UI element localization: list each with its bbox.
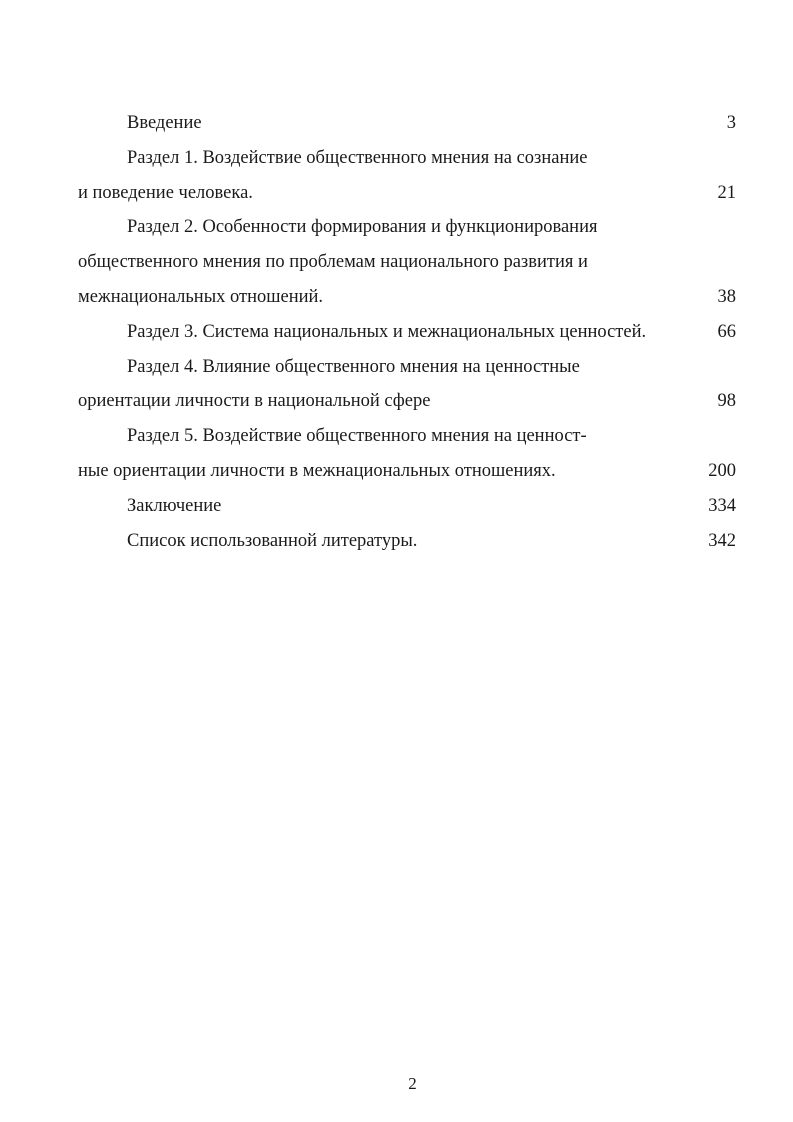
toc-entry-page: 98 bbox=[717, 391, 736, 412]
toc-entry-page: 21 bbox=[717, 182, 736, 203]
toc-line bbox=[0, 282, 793, 317]
toc-entry-title-continued: межнациональных отношений. bbox=[78, 286, 324, 307]
toc-entry-page: 334 bbox=[708, 495, 736, 516]
toc-entry-title: Заключение bbox=[127, 495, 222, 516]
toc-entry-section-4 bbox=[0, 352, 793, 422]
toc-line bbox=[0, 526, 793, 561]
toc-entry-title: Раздел 1. Воздействие общественного мнения на сознание bbox=[127, 147, 588, 168]
toc-entry-title: Раздел 4. Влияние общественного мнения на ценностные bbox=[127, 356, 580, 377]
toc-entry-page: 66 bbox=[717, 321, 736, 342]
toc-entry-title: Введение bbox=[127, 113, 202, 133]
toc-entry-section-5 bbox=[0, 421, 793, 491]
toc-entry-title: Список использованной литературы. bbox=[127, 530, 418, 551]
toc-entry-title: Раздел 3. Система национальных и межнациональных ценностей. bbox=[127, 321, 647, 342]
table-of-contents bbox=[0, 108, 793, 560]
toc-line bbox=[0, 143, 793, 178]
toc-entry-page: 38 bbox=[717, 286, 736, 307]
toc-entry-title-continued: ориентации личности в национальной сфере bbox=[78, 391, 431, 412]
toc-line bbox=[0, 178, 793, 213]
toc-line bbox=[0, 491, 793, 526]
page-number: 2 bbox=[408, 1074, 417, 1093]
toc-entry-title: Раздел 2. Особенности формирования и функционирования bbox=[127, 217, 598, 238]
toc-entry-title-continued: общественного мнения по проблемам национального развития и bbox=[78, 252, 588, 273]
toc-entry-title-continued: ные ориентации личности в межнациональных отношениях. bbox=[78, 460, 556, 481]
toc-entry-page: 200 bbox=[708, 460, 736, 481]
toc-entry-introduction bbox=[0, 108, 793, 143]
toc-entry-section-3 bbox=[0, 317, 793, 352]
toc-entry-section-1 bbox=[0, 143, 793, 213]
toc-line bbox=[0, 317, 793, 352]
toc-entry-conclusion bbox=[0, 491, 793, 526]
toc-line bbox=[0, 421, 793, 456]
toc-line bbox=[0, 108, 793, 143]
toc-line bbox=[0, 352, 793, 387]
toc-entry-page: 342 bbox=[708, 530, 736, 551]
toc-entry-bibliography bbox=[0, 526, 793, 561]
toc-entry-page: 3 bbox=[726, 113, 736, 133]
toc-entry-title-continued: и поведение человека. bbox=[78, 182, 253, 203]
toc-entry-title: Раздел 5. Воздействие общественного мнения на ценност- bbox=[127, 426, 587, 447]
toc-line bbox=[0, 456, 793, 491]
toc-entry-section-2 bbox=[0, 212, 793, 316]
toc-line bbox=[0, 247, 793, 282]
toc-line bbox=[0, 386, 793, 421]
toc-line bbox=[0, 212, 793, 247]
